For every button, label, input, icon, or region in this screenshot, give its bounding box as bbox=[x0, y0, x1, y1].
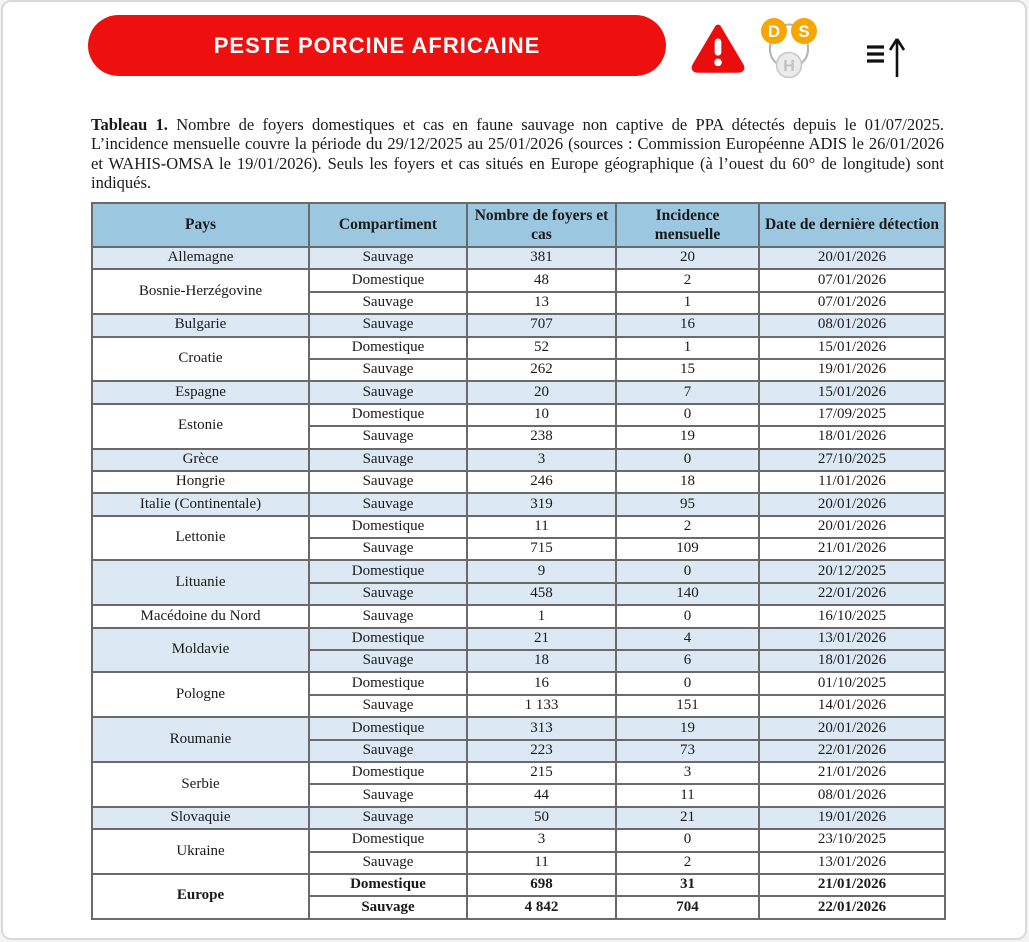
ppa-table bbox=[91, 202, 946, 920]
table-row bbox=[92, 314, 945, 336]
count-cell: 13 bbox=[467, 292, 616, 314]
incidence-cell: 0 bbox=[616, 560, 759, 582]
incidence-cell: 1 bbox=[616, 292, 759, 314]
header-compartiment: Compartiment bbox=[309, 203, 467, 247]
country-cell: Lettonie bbox=[92, 516, 309, 561]
country-cell: Moldavie bbox=[92, 628, 309, 673]
compartment-cell: Sauvage bbox=[309, 471, 467, 493]
date-cell: 22/01/2026 bbox=[759, 740, 945, 762]
table-row bbox=[92, 471, 945, 493]
country-cell: Grèce bbox=[92, 449, 309, 471]
date-cell: 20/01/2026 bbox=[759, 247, 945, 269]
compartment-cell: Sauvage bbox=[309, 583, 467, 605]
count-cell: 3 bbox=[467, 449, 616, 471]
compartment-cell: Domestique bbox=[309, 269, 467, 291]
compartment-cell: Domestique bbox=[309, 560, 467, 582]
table-row bbox=[92, 516, 945, 538]
compartment-cell: Sauvage bbox=[309, 314, 467, 336]
date-cell: 20/01/2026 bbox=[759, 717, 945, 739]
compartment-cell: Sauvage bbox=[309, 247, 467, 269]
date-cell: 19/01/2026 bbox=[759, 807, 945, 829]
count-cell: 1 bbox=[467, 605, 616, 627]
compartment-cell: Sauvage bbox=[309, 538, 467, 560]
date-cell: 21/01/2026 bbox=[759, 538, 945, 560]
table-row bbox=[92, 381, 945, 403]
date-cell: 14/01/2026 bbox=[759, 695, 945, 717]
incidence-cell: 19 bbox=[616, 426, 759, 448]
country-cell: Roumanie bbox=[92, 717, 309, 762]
date-cell: 11/01/2026 bbox=[759, 471, 945, 493]
incidence-cell: 0 bbox=[616, 829, 759, 851]
count-cell: 262 bbox=[467, 359, 616, 381]
count-cell: 313 bbox=[467, 717, 616, 739]
date-cell: 20/12/2025 bbox=[759, 560, 945, 582]
incidence-cell: 109 bbox=[616, 538, 759, 560]
incidence-cell: 18 bbox=[616, 471, 759, 493]
compartment-cell: Domestique bbox=[309, 829, 467, 851]
date-cell: 21/01/2026 bbox=[759, 874, 945, 896]
header-date: Date de dernière détection bbox=[759, 203, 945, 247]
table-row bbox=[92, 404, 945, 426]
date-cell: 08/01/2026 bbox=[759, 784, 945, 806]
incidence-cell: 151 bbox=[616, 695, 759, 717]
compartment-cell: Domestique bbox=[309, 874, 467, 896]
incidence-cell: 95 bbox=[616, 493, 759, 515]
count-cell: 20 bbox=[467, 381, 616, 403]
table-row bbox=[92, 449, 945, 471]
incidence-cell: 0 bbox=[616, 605, 759, 627]
compartment-cell: Sauvage bbox=[309, 292, 467, 314]
count-cell: 458 bbox=[467, 583, 616, 605]
table-row bbox=[92, 829, 945, 851]
table-header-row bbox=[92, 203, 945, 247]
incidence-cell: 16 bbox=[616, 314, 759, 336]
country-cell: Ukraine bbox=[92, 829, 309, 874]
table-row bbox=[92, 605, 945, 627]
count-cell: 1 133 bbox=[467, 695, 616, 717]
count-cell: 4 842 bbox=[467, 896, 616, 918]
country-cell: Pologne bbox=[92, 672, 309, 717]
country-cell: Espagne bbox=[92, 381, 309, 403]
dsh-cycle-icon bbox=[758, 15, 820, 84]
page-sheet bbox=[1, 0, 1027, 940]
caption-body: Nombre de foyers domestiques et cas en faune sauvage non captive de PPA détectés depuis le 01/07/2025. L’incidence mensuelle couvre la période du 29/12/2025 au 25/01/2026 (sources : Commission Européenne ADIS le 26/01/2026 et WAHIS-OMSA le 19/01/2026). Seuls les foyers et cas situés en Europe géographique (à l’ouest du 60° de longitude) sont indiqués. bbox=[91, 114, 944, 193]
date-cell: 07/01/2026 bbox=[759, 292, 945, 314]
compartment-cell: Sauvage bbox=[309, 605, 467, 627]
date-cell: 15/01/2026 bbox=[759, 381, 945, 403]
incidence-cell: 19 bbox=[616, 717, 759, 739]
country-cell: Croatie bbox=[92, 337, 309, 382]
count-cell: 698 bbox=[467, 874, 616, 896]
compartment-cell: Domestique bbox=[309, 762, 467, 784]
svg-text:S: S bbox=[798, 22, 810, 41]
compartment-cell: Sauvage bbox=[309, 852, 467, 874]
compartment-cell: Sauvage bbox=[309, 381, 467, 403]
date-cell: 20/01/2026 bbox=[759, 516, 945, 538]
header-incidence: Incidence mensuelle bbox=[616, 203, 759, 247]
svg-text:H: H bbox=[783, 58, 795, 75]
count-cell: 11 bbox=[467, 852, 616, 874]
date-cell: 20/01/2026 bbox=[759, 493, 945, 515]
warning-triangle-icon bbox=[691, 23, 745, 78]
date-cell: 19/01/2026 bbox=[759, 359, 945, 381]
count-cell: 238 bbox=[467, 426, 616, 448]
incidence-cell: 11 bbox=[616, 784, 759, 806]
date-cell: 17/09/2025 bbox=[759, 404, 945, 426]
incidence-cell: 0 bbox=[616, 449, 759, 471]
count-cell: 11 bbox=[467, 516, 616, 538]
count-cell: 707 bbox=[467, 314, 616, 336]
table-row bbox=[92, 247, 945, 269]
title-banner bbox=[88, 15, 666, 76]
incidence-cell: 0 bbox=[616, 672, 759, 694]
count-cell: 18 bbox=[467, 650, 616, 672]
compartment-cell: Domestique bbox=[309, 404, 467, 426]
back-to-top-icon[interactable] bbox=[861, 35, 911, 86]
incidence-cell: 140 bbox=[616, 583, 759, 605]
incidence-cell: 2 bbox=[616, 269, 759, 291]
incidence-cell: 3 bbox=[616, 762, 759, 784]
incidence-cell: 0 bbox=[616, 404, 759, 426]
count-cell: 215 bbox=[467, 762, 616, 784]
count-cell: 16 bbox=[467, 672, 616, 694]
date-cell: 21/01/2026 bbox=[759, 762, 945, 784]
incidence-cell: 6 bbox=[616, 650, 759, 672]
country-cell: Serbie bbox=[92, 762, 309, 807]
incidence-cell: 21 bbox=[616, 807, 759, 829]
table-row bbox=[92, 874, 945, 896]
incidence-cell: 704 bbox=[616, 896, 759, 918]
count-cell: 223 bbox=[467, 740, 616, 762]
country-cell: Estonie bbox=[92, 404, 309, 449]
country-cell: Slovaquie bbox=[92, 807, 309, 829]
count-cell: 44 bbox=[467, 784, 616, 806]
date-cell: 18/01/2026 bbox=[759, 650, 945, 672]
count-cell: 3 bbox=[467, 829, 616, 851]
incidence-cell: 15 bbox=[616, 359, 759, 381]
page-title: PESTE PORCINE AFRICAINE bbox=[213, 32, 541, 58]
country-cell: Allemagne bbox=[92, 247, 309, 269]
count-cell: 48 bbox=[467, 269, 616, 291]
table-body bbox=[92, 247, 945, 919]
count-cell: 715 bbox=[467, 538, 616, 560]
compartment-cell: Domestique bbox=[309, 717, 467, 739]
compartment-cell: Sauvage bbox=[309, 896, 467, 918]
compartment-cell: Sauvage bbox=[309, 784, 467, 806]
date-cell: 01/10/2025 bbox=[759, 672, 945, 694]
date-cell: 13/01/2026 bbox=[759, 852, 945, 874]
table-row bbox=[92, 762, 945, 784]
svg-text:D: D bbox=[767, 22, 781, 41]
count-cell: 50 bbox=[467, 807, 616, 829]
compartment-cell: Sauvage bbox=[309, 695, 467, 717]
table-row bbox=[92, 269, 945, 291]
table-caption bbox=[91, 115, 944, 193]
date-cell: 08/01/2026 bbox=[759, 314, 945, 336]
country-cell: Europe bbox=[92, 874, 309, 919]
compartment-cell: Sauvage bbox=[309, 807, 467, 829]
count-cell: 381 bbox=[467, 247, 616, 269]
table-row bbox=[92, 717, 945, 739]
table-row bbox=[92, 807, 945, 829]
country-cell: Lituanie bbox=[92, 560, 309, 605]
compartment-cell: Domestique bbox=[309, 337, 467, 359]
table-row bbox=[92, 672, 945, 694]
date-cell: 15/01/2026 bbox=[759, 337, 945, 359]
count-cell: 9 bbox=[467, 560, 616, 582]
header-pays: Pays bbox=[92, 203, 309, 247]
compartment-cell: Sauvage bbox=[309, 426, 467, 448]
date-cell: 16/10/2025 bbox=[759, 605, 945, 627]
table-row bbox=[92, 493, 945, 515]
compartment-cell: Sauvage bbox=[309, 493, 467, 515]
country-cell: Bulgarie bbox=[92, 314, 309, 336]
date-cell: 07/01/2026 bbox=[759, 269, 945, 291]
country-cell: Italie (Continentale) bbox=[92, 493, 309, 515]
date-cell: 23/10/2025 bbox=[759, 829, 945, 851]
count-cell: 21 bbox=[467, 628, 616, 650]
compartment-cell: Sauvage bbox=[309, 650, 467, 672]
compartment-cell: Domestique bbox=[309, 628, 467, 650]
country-cell: Bosnie-Herzégovine bbox=[92, 269, 309, 314]
incidence-cell: 31 bbox=[616, 874, 759, 896]
count-cell: 319 bbox=[467, 493, 616, 515]
count-cell: 10 bbox=[467, 404, 616, 426]
table-row bbox=[92, 560, 945, 582]
compartment-cell: Sauvage bbox=[309, 359, 467, 381]
date-cell: 27/10/2025 bbox=[759, 449, 945, 471]
compartment-cell: Domestique bbox=[309, 672, 467, 694]
caption-label: Tableau 1. bbox=[91, 114, 168, 134]
incidence-cell: 2 bbox=[616, 852, 759, 874]
compartment-cell: Domestique bbox=[309, 516, 467, 538]
country-cell: Hongrie bbox=[92, 471, 309, 493]
incidence-cell: 4 bbox=[616, 628, 759, 650]
compartment-cell: Sauvage bbox=[309, 449, 467, 471]
incidence-cell: 1 bbox=[616, 337, 759, 359]
table-row bbox=[92, 628, 945, 650]
date-cell: 22/01/2026 bbox=[759, 583, 945, 605]
compartment-cell: Sauvage bbox=[309, 740, 467, 762]
date-cell: 13/01/2026 bbox=[759, 628, 945, 650]
count-cell: 52 bbox=[467, 337, 616, 359]
incidence-cell: 20 bbox=[616, 247, 759, 269]
country-cell: Macédoine du Nord bbox=[92, 605, 309, 627]
count-cell: 246 bbox=[467, 471, 616, 493]
date-cell: 18/01/2026 bbox=[759, 426, 945, 448]
table-row bbox=[92, 337, 945, 359]
date-cell: 22/01/2026 bbox=[759, 896, 945, 918]
header-nombre: Nombre de foyers et cas bbox=[467, 203, 616, 247]
incidence-cell: 2 bbox=[616, 516, 759, 538]
incidence-cell: 7 bbox=[616, 381, 759, 403]
incidence-cell: 73 bbox=[616, 740, 759, 762]
